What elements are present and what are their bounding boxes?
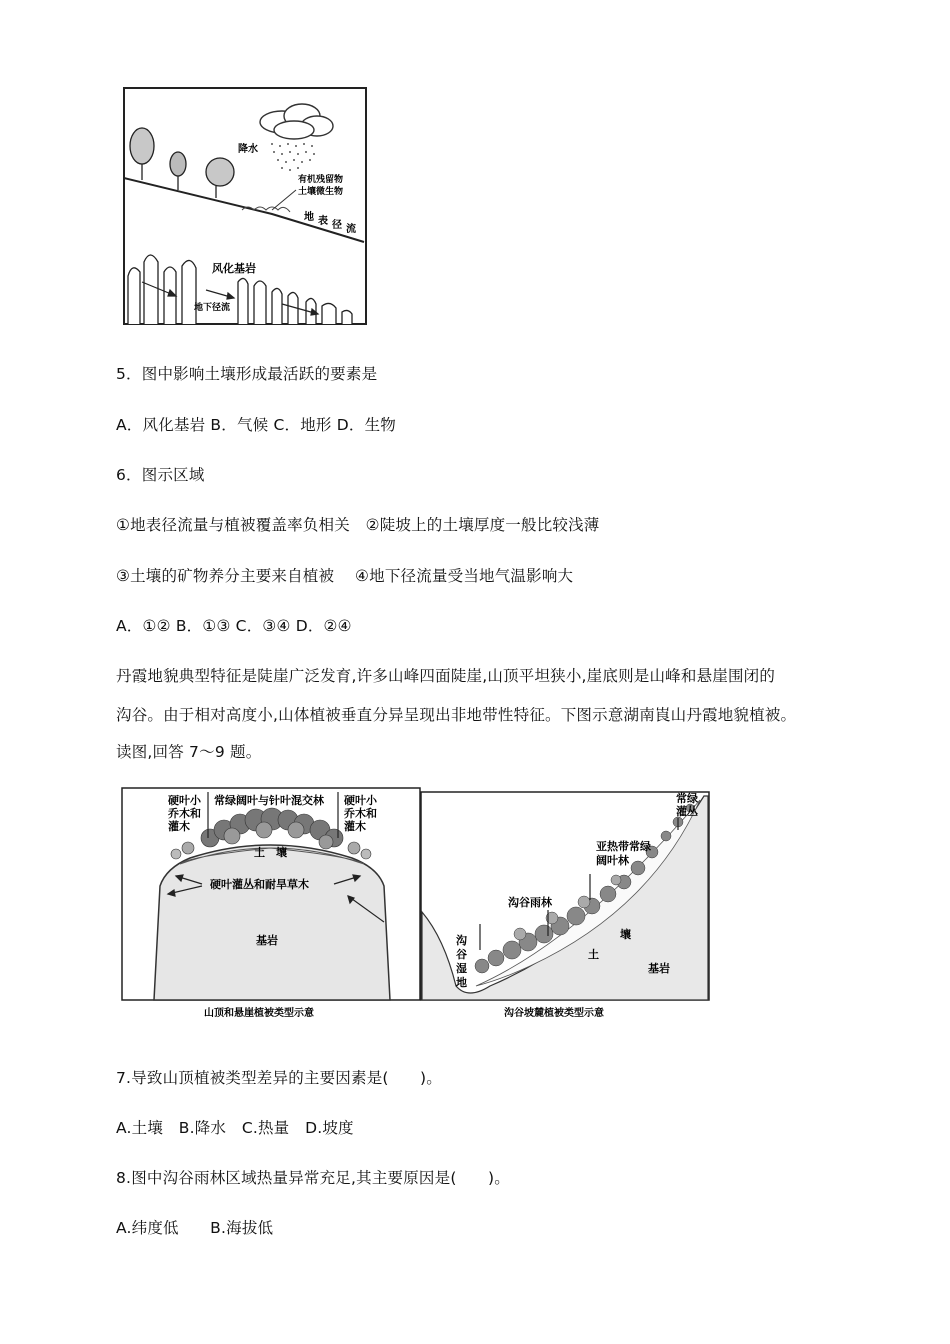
- q8-stem: 8.图中沟谷雨林区域热量异常充足,其主要原因是( )。: [116, 1169, 510, 1187]
- soil-char-2: 土: [588, 948, 599, 961]
- mixed-forest-label: 常绿阔叶与针叶混交林: [214, 794, 324, 807]
- right-col-line-2: 乔木和: [344, 807, 377, 820]
- left-col-line-3: 灌木: [168, 820, 190, 833]
- wetland-char-2: 谷: [456, 948, 467, 961]
- q5-options: A．风化基岩 B．气候 C．地形 D．生物: [116, 416, 396, 434]
- bedrock-label-right: 基岩: [648, 962, 670, 975]
- soil-char-1: 壤: [620, 928, 631, 941]
- q6-stem: 6．图示区域: [116, 466, 205, 484]
- passage-line-2: 沟谷。由于相对高度小,山体植被垂直分异呈现出非地带性特征。下图示意湖南崀山丹霞地貌植被。: [116, 706, 797, 724]
- q7-stem: 7.导致山顶植被类型差异的主要因素是( )。: [116, 1069, 442, 1087]
- runoff-char-1: 地: [304, 212, 314, 223]
- wetland-char-3: 湿: [456, 962, 467, 975]
- left-caption: 山顶和悬崖植被类型示意: [204, 1008, 314, 1019]
- q6-statement-1: ①地表径流量与植被覆盖率负相关 ②陡坡上的土壤厚度一般比较浅薄: [116, 516, 600, 534]
- right-col-line-3: 灌木: [344, 820, 366, 833]
- underground-runoff-label: 地下径流: [194, 303, 231, 313]
- svg-text:常绿 灌丛: [676, 791, 702, 818]
- evergreen-shrub-line-2: 灌丛: [676, 805, 698, 818]
- soil-formation-figure: [122, 86, 370, 328]
- evergreen-shrub-line-1: 常绿: [676, 792, 698, 805]
- runoff-char-4: 流: [346, 224, 356, 235]
- wetland-char-1: 沟: [456, 934, 467, 947]
- soil-label: 土 壤: [254, 846, 287, 859]
- runoff-char-2: 表: [318, 216, 328, 227]
- q7-options: A.土壤 B.降水 C.热量 D.坡度: [116, 1119, 354, 1137]
- bedrock-label-left: 基岩: [256, 934, 278, 947]
- wetland-char-4: 地: [456, 976, 467, 989]
- runoff-char-3: 径: [332, 220, 342, 231]
- q6-options: A．①② B．①③ C．③④ D．②④: [116, 617, 352, 635]
- q5-stem: 5．图中影响土壤形成最活跃的要素是: [116, 365, 378, 383]
- left-col-line-1: 硬叶小: [168, 794, 201, 807]
- organic-residue-label: 有机残留物: [298, 175, 344, 185]
- q6-statement-2: ③土壤的矿物养分主要来自植被 ④地下径流量受当地气温影响大: [116, 567, 574, 585]
- passage-line-3: 读图,回答 7～9 题。: [116, 743, 262, 761]
- left-col-line-2: 乔木和: [168, 807, 201, 820]
- precipitation-label: 降水: [238, 144, 258, 155]
- valley-slope-vegetation-figure: [420, 790, 710, 1022]
- subtropical-line-1: 亚热带常绿: [596, 840, 651, 853]
- valley-rainforest-label: 沟谷雨林: [508, 896, 552, 909]
- weathered-bedrock-label: 风化基岩: [212, 262, 256, 275]
- right-col-line-1: 硬叶小: [344, 794, 377, 807]
- passage-line-1: 丹霞地貌典型特征是陡崖广泛发育,许多山峰四面陡崖,山顶平坦狭小,崖底则是山峰和悬崖围闭的: [116, 667, 776, 685]
- soil-microbe-label: 土壤微生物: [298, 187, 344, 197]
- q8-options: A.纬度低 B.海拔低: [116, 1219, 274, 1237]
- mountain-top-vegetation-figure: [120, 786, 422, 1022]
- shrub-label: 硬叶灌丛和耐旱草木: [210, 878, 309, 891]
- right-caption: 沟谷坡麓植被类型示意: [504, 1008, 604, 1019]
- subtropical-line-2: 阔叶林: [596, 854, 629, 867]
